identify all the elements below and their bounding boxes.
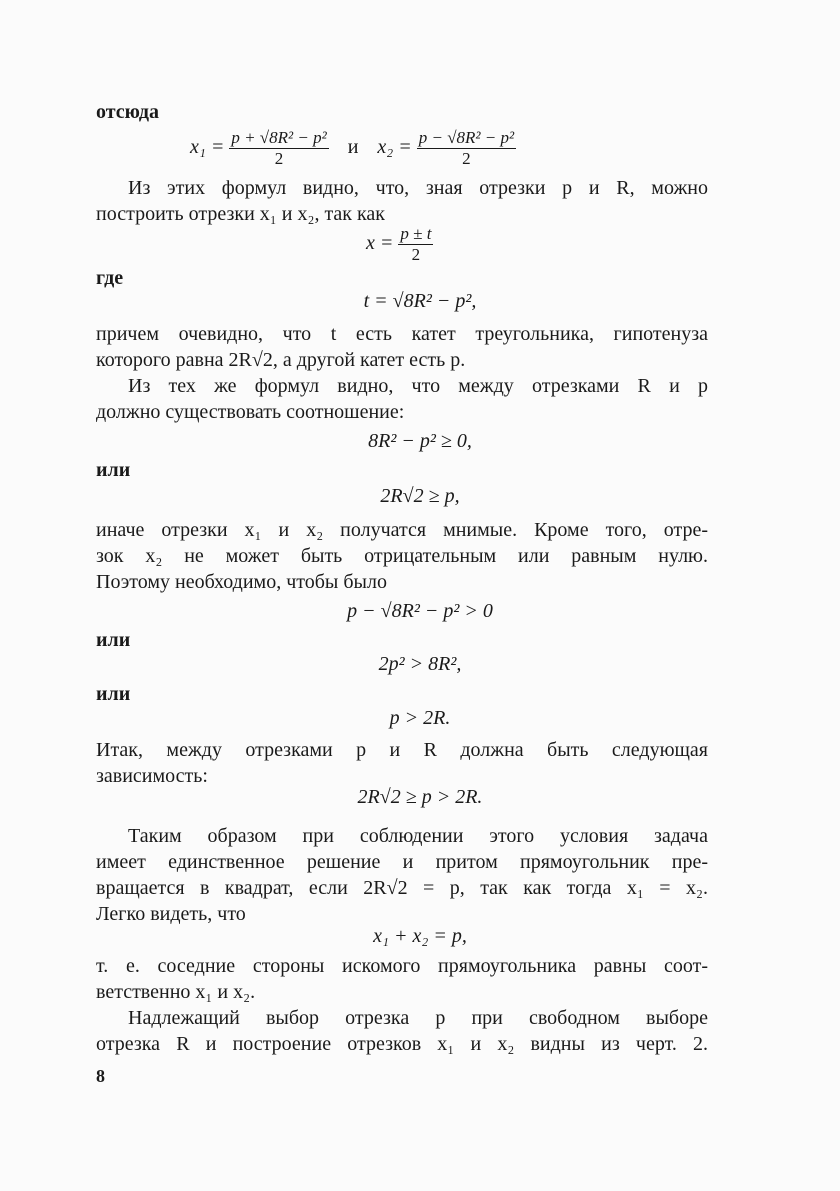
fraction-numerator: p ± t [400,224,432,243]
text-line: т. е. соседние стороны искомого прямоугольника равны соот- [96,955,708,977]
text-line: Итак, между отрезками p и R должна быть следующая [96,739,708,761]
fraction-denominator: 2 [274,149,284,168]
text-line: или [96,683,131,705]
fraction [417,128,516,169]
text-line: построить отрезки x₁ и x₂, так как [96,203,386,225]
text-line: отсюда [96,101,159,123]
formula-part: x₁ = [190,136,230,159]
text-line: иначе отрезки x₁ и x₂ получатся мнимые. Кроме того, отре- [96,519,708,541]
fraction-denominator: 2 [462,149,471,168]
formula-x [366,224,433,265]
page-number: 8 [96,1066,105,1086]
text-line: или [96,629,131,651]
text-line: имеет единственное решение и притом прямоугольник пре- [96,851,708,873]
text-line: где [96,267,124,289]
text-line: должно существовать соотношение: [96,401,405,423]
conjunction: и [347,136,359,159]
text-line: Легко видеть, что [96,903,246,925]
text-line: отрезка R и построение отрезков x₁ и x₂ видны из черт. 2. [96,1033,708,1055]
text-line: Таким образом при соблюдении этого условия задача [128,825,708,847]
fraction [398,224,433,265]
text-line: зок x₂ не может быть отрицательным или равным нулю. [96,545,708,567]
formula-x1-x2 [190,128,516,169]
text-line: причем очевидно, что t есть катет треугольника, гипотенуза [96,323,708,345]
formula-part: x₂ = [377,136,417,159]
formula-inequality: p − √8R² − p² > 0 [347,600,493,622]
formula-inequality: 2p² > 8R², [378,653,462,675]
formula-part: x = [366,232,399,255]
fraction-denominator: 2 [411,245,421,264]
text-line: зависимость: [96,765,208,787]
formula-inequality: p > 2R. [389,707,451,729]
formula-t: t = √8R² − p², [363,290,477,312]
formula-inequality: 2R√2 ≥ p > 2R. [357,786,483,808]
text-line: вращается в квадрат, если 2R√2 = p, так как тогда x₁ = x₂. [96,877,708,899]
fraction-numerator: p − √8R² − p² [418,128,515,147]
text-line: которого равна 2R√2, а другой катет есть p. [96,349,466,371]
text-line: Из тех же формул видно, что между отрезками R и p [128,375,708,397]
fraction [229,128,328,169]
text-line: или [96,459,131,481]
formula-inequality: 8R² − p² ≥ 0, [368,430,472,452]
fraction-numerator: p + √8R² − p² [231,128,327,147]
text-line: Поэтому необходимо, чтобы было [96,571,387,593]
formula-sum: x₁ + x₂ = p, [373,925,467,947]
text-line: Из этих формул видно, что, зная отрезки p и R, можно [128,177,708,199]
text-line: Надлежащий выбор отрезка p при свободном выборе [128,1007,708,1029]
text-line: ветственно x₁ и x₂. [96,981,256,1003]
formula-inequality: 2R√2 ≥ p, [380,485,460,507]
